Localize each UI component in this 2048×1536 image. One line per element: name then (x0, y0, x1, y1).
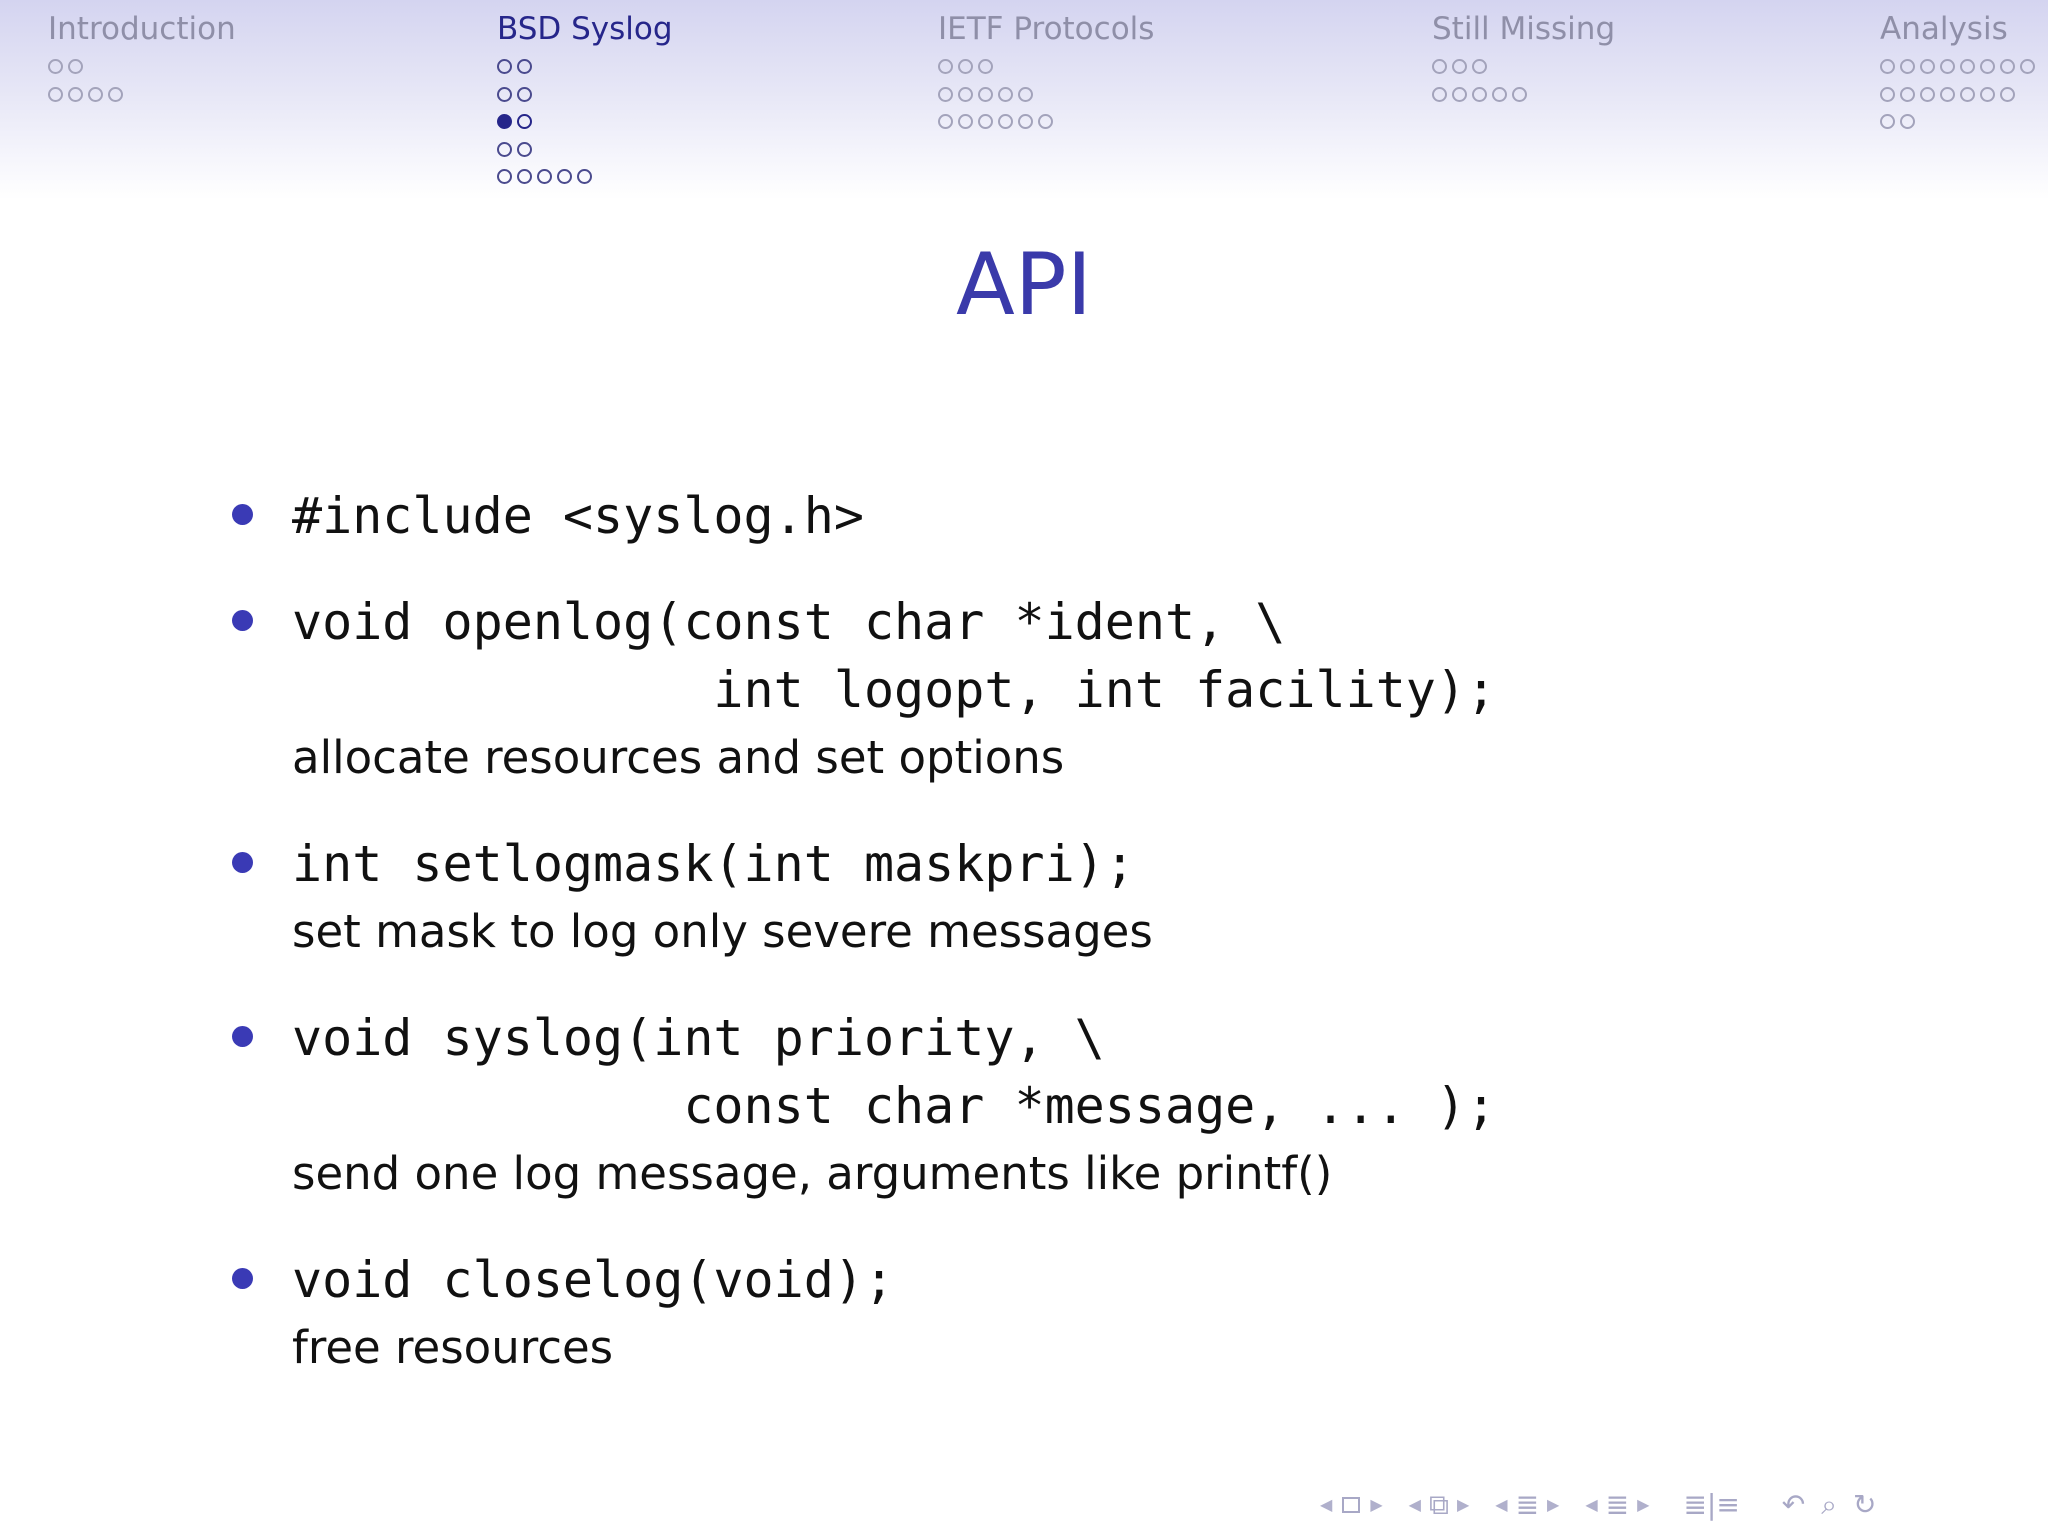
bullet-icon (232, 610, 253, 631)
subsection-row (1880, 81, 2040, 109)
list-item (228, 482, 2008, 550)
frame-dot-icon[interactable] (1452, 59, 1467, 74)
frame-dot-icon[interactable] (958, 87, 973, 102)
section-title[interactable]: IETF Protocols (938, 11, 1155, 47)
subsection-row (1880, 53, 2040, 81)
previous-frame-icon[interactable]: ◀ (1320, 1495, 1333, 1514)
frame-dot-icon[interactable] (1018, 87, 1033, 102)
frame-dot-icon[interactable] (2020, 59, 2035, 74)
section-title[interactable]: Still Missing (1432, 11, 1616, 47)
code-line: #include <syslog.h> (292, 487, 864, 545)
frame-dot-icon[interactable] (1900, 114, 1915, 129)
frame-dot-icon[interactable] (517, 142, 532, 157)
subsection-dots (938, 53, 1154, 136)
nav-section-introduction[interactable] (48, 10, 236, 108)
subsection-row (48, 81, 236, 109)
nav-section-control[interactable] (1495, 1488, 1560, 1521)
subsection-row (497, 81, 673, 109)
list-item (228, 1246, 2008, 1382)
frame-dot-icon[interactable] (1940, 59, 1955, 74)
frame-dot-icon[interactable] (497, 59, 512, 74)
subsection-row (1432, 53, 1615, 81)
slide-title: API (955, 235, 1093, 335)
list-item (228, 830, 2008, 966)
subsection-dots (497, 53, 673, 191)
frame-dot-icon[interactable] (1960, 59, 1975, 74)
frame-dot-icon[interactable] (1018, 114, 1033, 129)
nav-subsection-control[interactable] (1408, 1488, 1470, 1521)
bullet-icon (232, 852, 253, 873)
code-line: void syslog(int priority, \ (292, 1009, 1105, 1067)
frame-dot-icon[interactable] (1432, 87, 1447, 102)
nav-section-ietf-protocols[interactable] (938, 10, 1154, 136)
bullet-list (228, 482, 2008, 1420)
code-line: void openlog(const char *ident, \ (292, 593, 1286, 651)
frame-dot-icon[interactable] (1432, 59, 1447, 74)
frame-dot-icon[interactable] (68, 87, 83, 102)
frame-dot-icon[interactable] (2000, 59, 2015, 74)
item-description: allocate resources and set options (292, 731, 1065, 784)
frame-dot-icon[interactable] (1880, 59, 1895, 74)
frame-dot-icon[interactable] (1880, 114, 1895, 129)
item-description: set mask to log only severe messages (292, 905, 1153, 958)
frame-dot-icon[interactable] (497, 142, 512, 157)
frame-dot-icon[interactable] (517, 87, 532, 102)
frame-dot-icon[interactable] (517, 114, 532, 129)
nav-appendix-icon[interactable]: ≣|≡ (1683, 1488, 1740, 1521)
nav-search-control[interactable] (1774, 1488, 1885, 1521)
list-item (228, 1004, 2008, 1208)
frame-dot-icon[interactable] (2000, 87, 2015, 102)
nav-section-bsd-syslog[interactable] (497, 10, 673, 191)
frame-dot-icon[interactable] (958, 114, 973, 129)
subsection-dots (48, 53, 236, 108)
beamer-navigation-bar (1320, 1488, 2030, 1522)
frame-dot-icon[interactable] (1452, 87, 1467, 102)
subsection-row (938, 53, 1154, 81)
frame-dot-icon[interactable] (68, 59, 83, 74)
back-icon[interactable]: ↶ (1781, 1488, 1806, 1521)
subsection-row (497, 163, 673, 191)
frame-dot-icon[interactable] (1472, 87, 1487, 102)
frame-dot-icon[interactable] (938, 59, 953, 74)
frame-dot-icon[interactable] (1980, 87, 1995, 102)
next-presentation-icon[interactable]: ▶ (1637, 1495, 1650, 1514)
bullet-icon (232, 1026, 253, 1047)
nav-section-icon[interactable]: ≣ (1515, 1488, 1540, 1521)
frame-dot-icon[interactable] (497, 87, 512, 102)
bullet-icon (232, 504, 253, 525)
frame-dot-icon[interactable] (1492, 87, 1507, 102)
frame-dot-icon[interactable] (517, 59, 532, 74)
previous-subsection-icon[interactable]: ◀ (1408, 1495, 1421, 1514)
subsection-dots (1880, 53, 2040, 136)
nav-subsection-icon[interactable]: ⧉ (1428, 1488, 1449, 1521)
frame-dot-icon[interactable] (557, 169, 572, 184)
frame-dot-icon[interactable] (48, 59, 63, 74)
next-subsection-icon[interactable]: ▶ (1456, 1495, 1470, 1514)
item-description: send one log message, arguments like printf() (292, 1147, 1333, 1200)
frame-dot-icon[interactable] (1960, 87, 1975, 102)
frame-dot-icon[interactable] (978, 87, 993, 102)
nav-presentation-control[interactable] (1585, 1488, 1650, 1521)
frame-dot-icon[interactable] (88, 87, 103, 102)
frame-dot-icon[interactable] (978, 59, 993, 74)
frame-dot-icon[interactable] (1920, 87, 1935, 102)
section-title[interactable]: Introduction (48, 11, 236, 47)
frame-dot-icon[interactable] (537, 169, 552, 184)
item-description: free resources (292, 1321, 614, 1374)
subsection-row (938, 81, 1154, 109)
section-title[interactable]: BSD Syslog (497, 11, 673, 47)
subsection-row (497, 53, 673, 81)
subsection-dots (1432, 53, 1615, 108)
nav-presentation-icon[interactable]: ≣ (1605, 1488, 1630, 1521)
frame-dot-icon[interactable] (1940, 87, 1955, 102)
code-line: int setlogmask(int maskpri); (292, 835, 1135, 893)
nav-frame-control[interactable] (1320, 1497, 1383, 1513)
frame-dot-icon[interactable] (1900, 59, 1915, 74)
frame-dot-icon[interactable] (958, 59, 973, 74)
list-item (228, 588, 2008, 792)
frame-dot-icon[interactable] (998, 114, 1013, 129)
frame-dot-icon[interactable] (1472, 59, 1487, 74)
nav-appendix-control[interactable] (1675, 1488, 1747, 1521)
frame-dot-icon[interactable] (497, 169, 512, 184)
frame-dot-icon[interactable] (108, 87, 123, 102)
subsection-row (48, 53, 236, 81)
search-icon[interactable]: ⌕ (1821, 1488, 1837, 1521)
frame-dot-icon[interactable] (938, 87, 953, 102)
frame-dot-icon[interactable] (1920, 59, 1935, 74)
section-navigation-header (0, 0, 2048, 200)
nav-section-analysis[interactable] (1880, 10, 2040, 136)
subsection-row (497, 136, 673, 164)
subsection-row (497, 108, 673, 136)
subsection-row (1880, 108, 2040, 136)
code-line: int logopt, int facility); (292, 661, 1497, 719)
next-section-icon[interactable]: ▶ (1547, 1495, 1560, 1514)
bullet-icon (232, 1268, 253, 1289)
frame-dot-icon[interactable] (1512, 87, 1527, 102)
frame-dot-icon[interactable] (1900, 87, 1915, 102)
code-line: void closelog(void); (292, 1251, 895, 1309)
next-frame-icon[interactable]: ▶ (1370, 1495, 1383, 1514)
previous-presentation-icon[interactable]: ◀ (1585, 1495, 1598, 1514)
frame-dot-icon[interactable] (48, 87, 63, 102)
undo-icon[interactable]: ↻ (1852, 1488, 1877, 1521)
subsection-row (1432, 81, 1615, 109)
nav-section-still-missing[interactable] (1432, 10, 1615, 108)
frame-dot-icon[interactable] (1880, 87, 1895, 102)
section-title[interactable]: Analysis (1880, 11, 2008, 47)
frame-dot-icon[interactable] (998, 87, 1013, 102)
previous-section-icon[interactable]: ◀ (1495, 1495, 1508, 1514)
frame-dot-icon[interactable] (978, 114, 993, 129)
frame-dot-icon[interactable] (938, 114, 953, 129)
nav-frame-icon[interactable] (1342, 1497, 1360, 1513)
frame-dot-icon[interactable] (497, 114, 512, 129)
code-line: const char *message, ... ); (292, 1077, 1497, 1135)
subsection-row (938, 108, 1154, 136)
frame-dot-icon[interactable] (577, 169, 592, 184)
frame-dot-icon[interactable] (517, 169, 532, 184)
frame-dot-icon[interactable] (1980, 59, 1995, 74)
frame-dot-icon[interactable] (1038, 114, 1053, 129)
